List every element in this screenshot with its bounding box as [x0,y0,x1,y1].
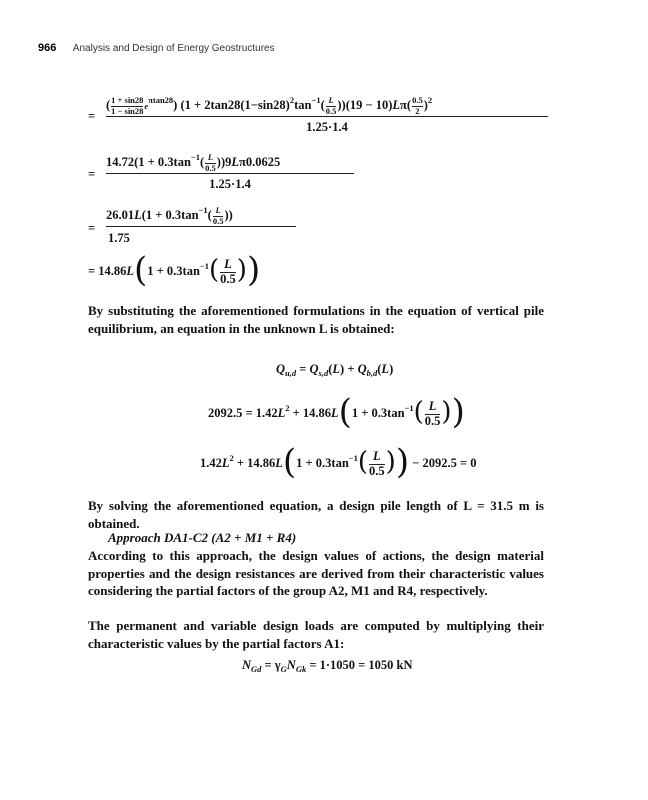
paragraph-approach-description: According to this approach, the design values of actions, the design material properties and the design resistances are derived from their characteristic values considering the partial factors of the group A2, M1 and R4, respectively. [88,548,544,598]
paragraph-result: By solving the aforementioned equation, a design pile length of L = 31.5 m is obtained. [88,498,544,531]
approach-heading: Approach DA1-C2 (A2 + M1 + R4) [108,530,297,545]
paragraph-design-loads: The permanent and variable design loads are computed by multiplying their characteristic values by the partial factors A1: [88,618,544,651]
equation-7: $1.42L^2 + 14.86L(1 + 0.3\tan^{-1}$( $\frac{L}{0.5}$ )) − 2092.5 = 0 [200,442,477,483]
equation-6: $2092.5 = 1.42L^2 + 14.86L(1 + 0.3\tan^{-1}$( $\frac{L}{0.5}$ )) [208,392,465,433]
running-title: Analysis and Design of Energy Geostructures [72,43,275,54]
equation-4: = $14.86L(1 + 0.3\tan^{-1}$( $\frac{L}{0.5}$ )) [88,250,261,291]
page-number: 966 [38,42,57,54]
equation-5: $Q_{u,d} = Q_{s,d}(L) + Q_{b,d}(L)$ [276,362,394,378]
equation-8: $N_{Gd} = \gamma_GN_{Gk} = 1\cdot 1050 = 1050$ kN [242,658,413,674]
paragraph-substitution: By substituting the aforementioned formulations in the equation of vertical pile equilibrium, an equation in the unknown L is obtained: [88,303,544,336]
page-header [38,38,598,56]
